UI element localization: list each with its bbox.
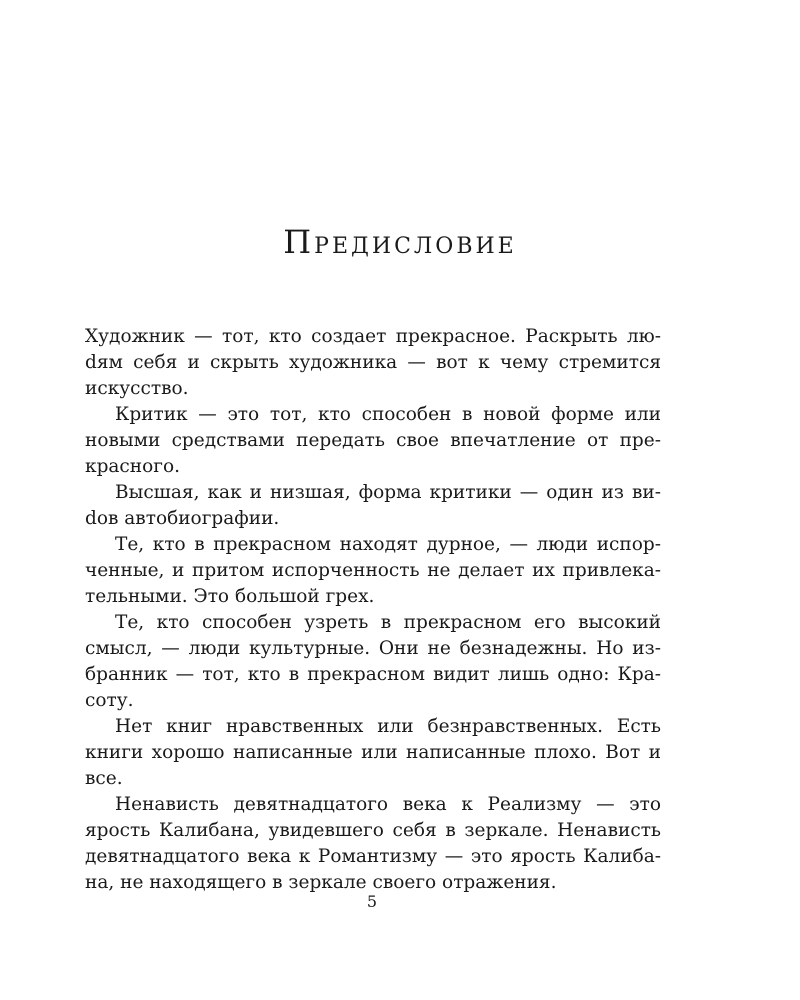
paragraph: Критик — это тот, кто способен в новой форме или новыми средствами передать свое впечатление от прекрасного. <box>85 404 661 477</box>
paragraph: Художник — тот, кто создает прекрасное. Раскрыть люdям себя и скрыть художника — вот к чему стремится искусство. <box>85 326 661 399</box>
chapter-body <box>85 324 661 896</box>
paragraph: Те, кто способен узреть в прекрасном его высокий смысл, — люди культурные. Они не безнадежны. Но избранник — тот, кто в прекрасном видит лишь одно: Красоту. <box>85 612 661 711</box>
page-number: 5 <box>366 892 378 911</box>
paragraph: Высшая, как и низшая, форма критики — один из виdов автобиографии. <box>85 482 661 529</box>
paragraph: Ненависть девятнадцатого века к Реализму — это ярость Калибана, увидевшего себя в зеркале. Ненависть девятнадцатого века к Романтизму — это ярость Калибана, не находящего в зеркале своего отражения. <box>85 794 661 893</box>
paragraph: Те, кто в прекрасном находят дурное, — люди испорченные, и притом испорченность не делает их привлекательными. Это большой грех. <box>85 534 661 607</box>
paragraph: Нет книг нравственных или безнравственных. Есть книги хорошо написанные или написанные плохо. Вот и все. <box>85 716 661 789</box>
chapter-title: Предисловие <box>283 223 517 261</box>
